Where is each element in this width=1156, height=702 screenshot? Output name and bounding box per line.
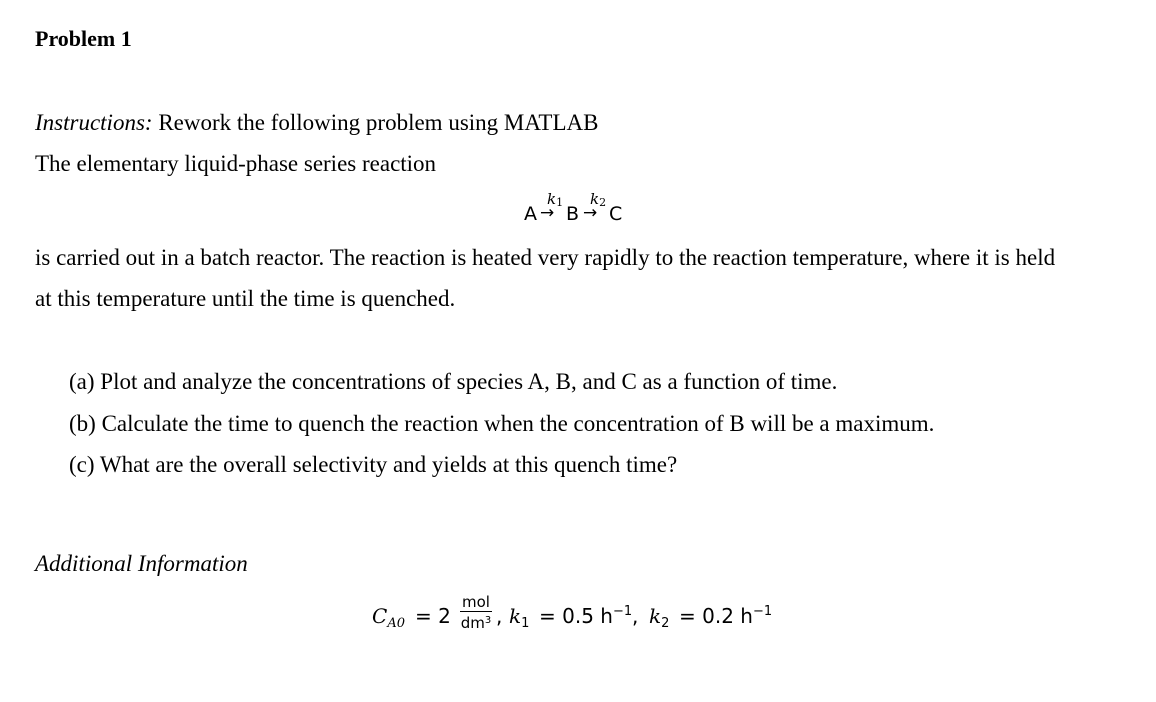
problem-title: Problem 1 (35, 26, 132, 51)
intro-text: The elementary liquid-phase series reaction (35, 151, 437, 176)
ca0-value: = 2 (415, 604, 451, 628)
instructions-label: Instructions: (35, 110, 153, 135)
question-a: (a) Plot and analyze the concentrations of species A, B, and C as a function of time. (69, 369, 838, 394)
k2-term: $k_2$ (649, 604, 670, 631)
paragraph-line-2: at this temperature until the time is quenched. (35, 286, 456, 311)
reaction-arrow-1: → (540, 203, 555, 223)
ca0-unit-fraction (460, 593, 492, 632)
instructions-text: Rework the following problem using MATLAB (152, 110, 599, 135)
k2-value: = 0.2 $h^{-1}$ (679, 604, 773, 628)
k1-value: = 0.5 $h^{-1}$ (539, 604, 633, 628)
species-a: A (524, 203, 537, 225)
given-data-equation (372, 590, 792, 640)
separator-2: , (632, 604, 639, 628)
additional-info-heading: Additional Information (35, 551, 248, 576)
species-b: B (566, 203, 580, 225)
reaction-scheme (524, 190, 634, 230)
ca0-term: $C_{A0}$ (372, 604, 405, 631)
reaction-arrow-2: → (583, 203, 598, 223)
ca0-unit-denominator: $dm^3$ (460, 614, 492, 632)
rate-constant-k2: $k_2$ (590, 190, 607, 209)
question-b: (b) Calculate the time to quench the reaction when the concentration of B will be a maximum. (69, 411, 935, 436)
rate-constant-k1: $k_1$ (547, 190, 564, 209)
question-c: (c) What are the overall selectivity and yields at this quench time? (69, 452, 678, 477)
paragraph-line-1: is carried out in a batch reactor. The reaction is heated very rapidly to the reaction temperature, where it is held (35, 245, 1056, 270)
species-c: C (609, 203, 623, 225)
k1-term: $k_1$ (509, 604, 530, 631)
ca0-unit-numerator: mol (462, 593, 490, 611)
separator-1: , (496, 604, 503, 628)
instructions-line (35, 110, 598, 136)
